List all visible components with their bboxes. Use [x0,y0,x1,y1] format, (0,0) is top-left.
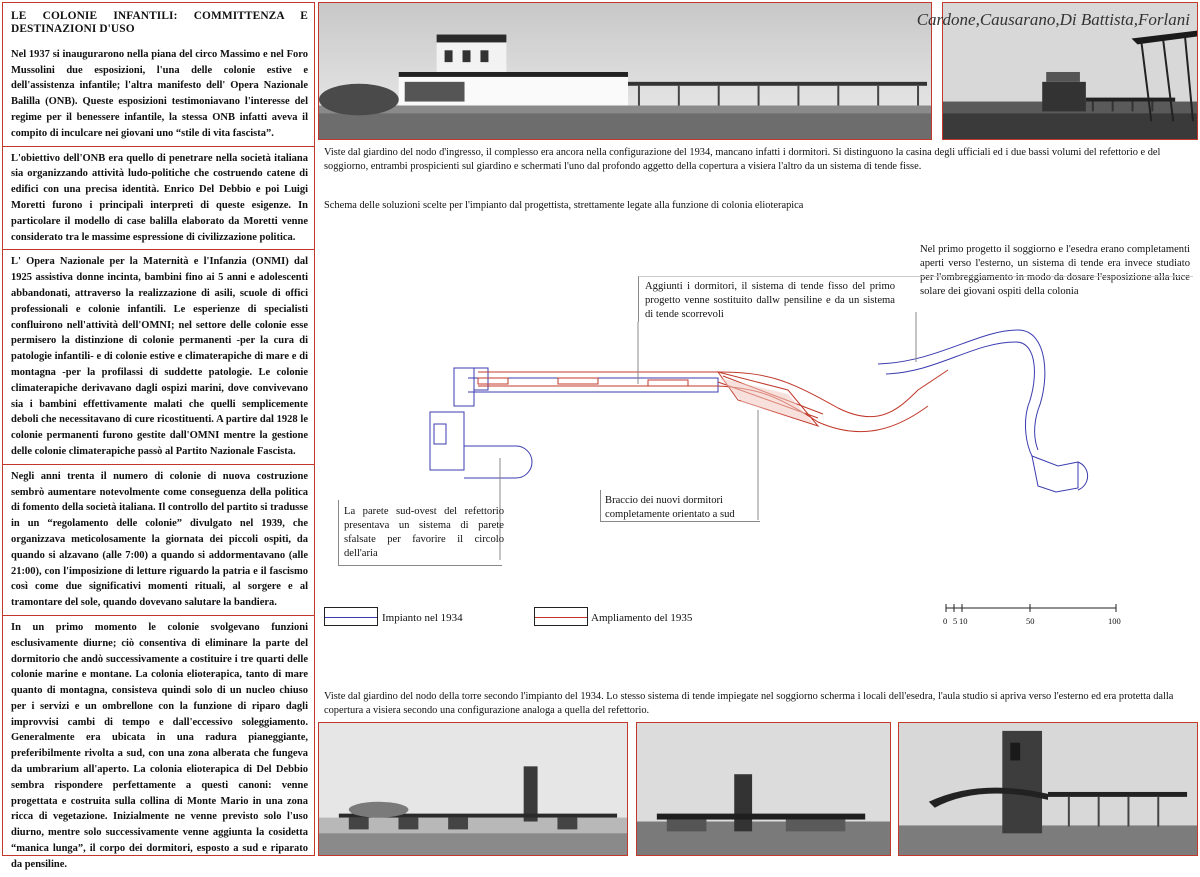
caption-schema: Schema delle soluzioni scelte per l'impianto dal progettista, strettamente legate alla funzione di colonia elioterapica [324,200,804,211]
scale-tick-100: 100 [1108,616,1121,626]
note-refettorio-parete: La parete sud-ovest del refettorio presentava un sistema di parete sfalsate per favorire il circolo dell'aria [344,506,504,559]
scale-tick-0: 0 [943,616,948,626]
legend-label-1935: Ampliamento del 1935 [591,612,693,624]
note-soggiorno-esedra: Nel primo progetto il soggiorno e l'esedra erano completamenti aperti verso l'esterno, un sistema di tende era invece studiato per l'ombreggiamento in modo da dosare l'esposizione alla luce solare dei giovani ospiti della colonia [920,244,1190,297]
scale-tick-5: 5 [953,616,958,626]
legend-label-1934: Impianto nel 1934 [382,612,463,624]
paragraph-1: Nel 1937 si inaugurarono nella piana del circo Massimo e nel Foro Mussolini due esposizioni, l'una delle colonie estive e dell'assistenza infantile; l'altra manifesto dell' Opera Nazionale Balilla (ONB). Queste esposizioni testimoniavano l'interesse del regime per il benessere infantile, la stessa ONB infatti aveva il compito di inculcare nei giovani uno “stile di vita fascista”. [3,47,314,147]
photo-tower-view-1 [318,722,628,856]
note-braccio-frame [600,490,760,522]
paragraph-2: L'obiettivo dell'ONB era quello di penetrare nella società italiana sia organizzando attività ludo-politiche che costruendo catene di edifici con una precisa identità. Enrico Del Debbio e poi Luigi Moretti furono i principali interpreti di queste esigenze. In particolare il modello di case balilla elaborato da Moretti venne considerato tra le massime espressione di civilizzazione politica. [3,151,314,251]
section-title: LE COLONIE INFANTILI: COMMITTENZA E DESTINAZIONI D'USO [11,10,308,36]
caption-top: Viste dal giardino del nodo d'ingresso, il complesso era ancora nella configurazione del 1934, mancano infatti i dormitori. Si distinguono la casina degli ufficiali ed i due bassi volumi del refettorio e del soggiorno, entrambi prospicienti sul giardino e schermati l'uno dal profondo aggetto della copertura a visiera l'altro da un sistema di tende fisse. [324,147,1161,172]
note-braccio-dormitori: Braccio dei nuovi dormitori completamente orientato a sud [605,495,735,520]
photo-tower-view-2 [636,722,891,856]
note-dormitori-tende: Aggiunti i dormitori, il sistema di tende fisso del primo progetto venne sostituito dallw pensiline e da un sistema di tende scorrevoli [645,281,895,320]
scale-tick-50: 50 [1026,616,1035,626]
paragraph-4: Negli anni trenta il numero di colonie di nuova costruzione sembrò aumentare notevolmente come conseguenza della politica di fomento della società italiana. Il controllo del partito si tradusse in un “regolamento delle colonie” divulgato nel 1939, che organizzava meticolosamente la giornata dei piccoli ospiti, da quando si alzavano (alle 7:00) a quando si addormentavano (alle 21:00), con l'imposizione di letture riguardo la patria e il fascismo così come due significativi momenti rituali, al sorgere e al tramontare del sole, quando dovevano salutare la bandiera. [3,469,314,616]
authors-signature: Cardone,Causarano,Di Battista,Forlani [916,10,1190,29]
scale-tick-10: 10 [959,616,968,626]
note-dormitori-frame [638,276,1193,322]
legend-swatch-1934 [324,607,378,626]
photo-entrance-view [318,2,932,140]
paragraph-3: L' Opera Nazionale per la Maternità e l'Infanzia (ONMI) dal 1925 assistiva donne incinta, bambini fino ai 5 anni e adolescenti abbandonati, attraverso la realizzazione di asili, scuole di offici professionali e colonie infantili. Le esperienze di specialisti confluirono nell'attività dell'OMNI; nel settore delle colonie esse permisero la distinzione di colonie permanenti -per la cura di patologie infantili- e di colonie estive e climaterapiche di mare e di montagna -per la profilassi di suddette patologie. Le colonie climaterapiche derivavano dagli ospizi marini, dove convivevano sia i bambini effettivamente malati che quelli semplicemente deboli che necessitavano di cure ricostituenti. A partire dal 1928 le colonie permanenti furono gestite dall'OMNI mentre la gestione delle colonie climaterapiche passò al Partito Nazionale Fascista. [3,254,314,464]
note-refettorio-frame [338,500,502,566]
paragraph-5: In un primo momento le colonie svolgevano funzioni esclusivamente diurne; ciò consentiva di eliminare la parte del dormitorio che andò successivamente a costituire i tre quarti delle colonie marine e montane. La colonia elioterapica, tanto di mare quanto di montagna, consisteva quindi solo di un nucleo chiuso per i servizi e un ombrellone con la funzione di riparo dagli improvvisi cambi di tempo e dall'eccessivo soleggiamento. Generalmente era ubicata in una radura pianeggiante, preferibilmente rivolta a sud, con una zona alberata che fungeva da umbrarium all'aperto. La colonia elioterapica di Del Debbio sembra rispondere perfettamente a questi canoni: venne progettata e costruita sulla collina di Monte Mario in una zona ricca di vegetazione. Inizialmente ne venne previsto solo l'uso diurno, mentre solo successivamente venne aggiunta la cosidetta “manica lunga”, il corpo dei dormitori, esposto a sud e riparato da pensiline. [11,621,308,870]
caption-bottom: Viste dal giardino del nodo della torre secondo l'impianto del 1934. Lo stesso sistema di tende impiegate nel soggiorno scherma i locali dell'esedra, l'aula studio si apriva verso l'esterno ed era protetta dalla copertura a visiera secondo una configurazione analoga a quella del refettorio. [324,691,1174,716]
photo-tower-view-3 [898,722,1198,856]
text-column [2,2,315,870]
legend-swatch-1935 [534,607,588,626]
